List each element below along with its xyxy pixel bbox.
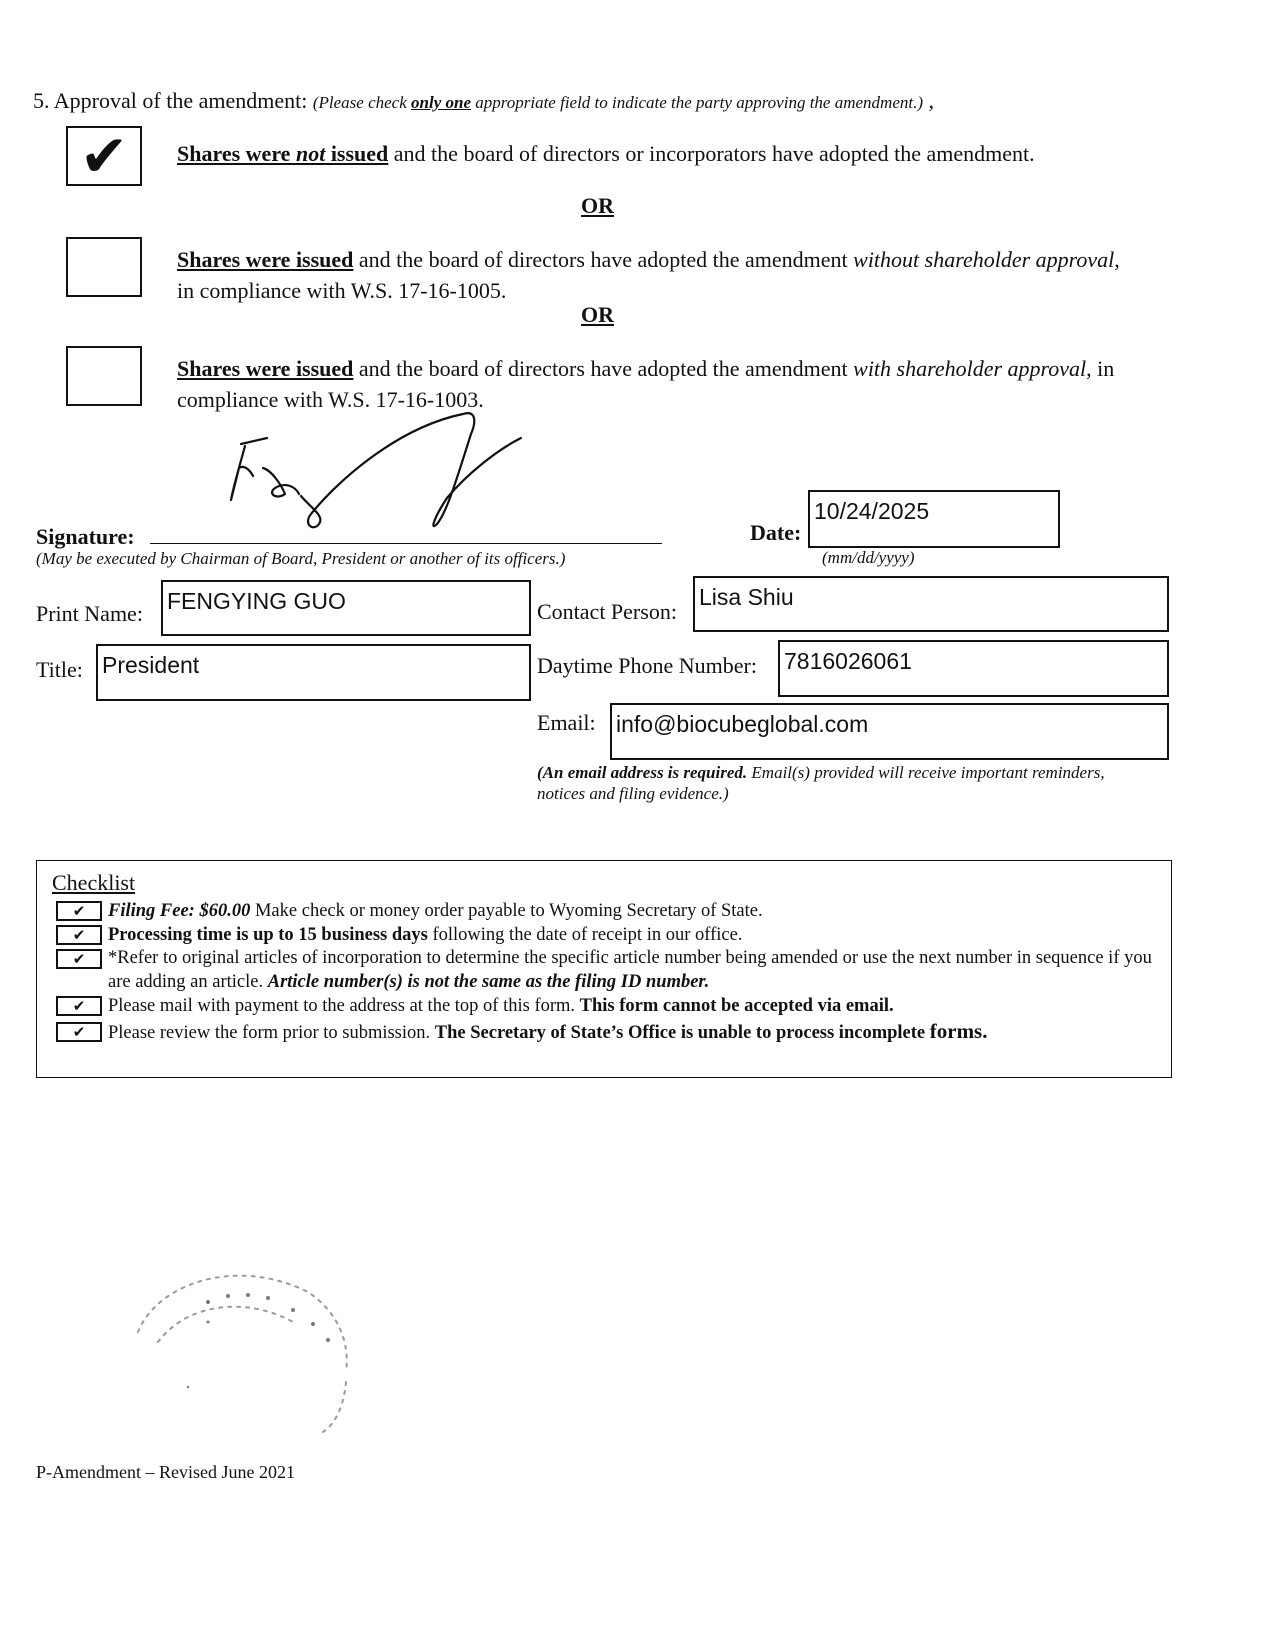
checklist-item-filing-fee: Filing Fee: $60.00 Make check or money order payable to Wyoming Secretary of State. <box>108 901 763 921</box>
section-number: 5. <box>33 88 50 113</box>
signature-note: (May be executed by Chairman of Board, President or another of its officers.) <box>36 549 566 568</box>
print-name-label: Print Name: <box>36 601 143 626</box>
phone-label: Daytime Phone Number: <box>537 653 757 678</box>
phone-field[interactable]: 7816026061 <box>778 640 1169 697</box>
checklist-checkbox[interactable]: ✔ <box>56 925 102 945</box>
handwritten-signature <box>215 408 535 538</box>
or-separator: OR <box>581 193 614 218</box>
date-format-hint: (mm/dd/yyyy) <box>822 548 915 567</box>
checklist-item-processing-time: Processing time is up to 15 business days following the date of receipt in our office. <box>108 925 743 945</box>
email-field[interactable]: info@biocubeglobal.com <box>610 703 1169 760</box>
checklist-checkbox[interactable]: ✔ <box>56 1022 102 1042</box>
option-issued-without-approval-text: Shares were issued and the board of directors have adopted the amendment without shareholder approval, in compliance with W.S. 17-16-1005. <box>177 247 1120 303</box>
option-issued-with-approval-checkbox[interactable] <box>66 346 142 406</box>
date-field[interactable]: 10/24/2025 <box>808 490 1060 548</box>
contact-person-label: Contact Person: <box>537 599 677 624</box>
checklist-checkbox[interactable]: ✔ <box>56 996 102 1016</box>
section-5-heading: 5. Approval of the amendment: (Please check only one appropriate field to indicate the party approving the amendment.) , <box>33 88 934 113</box>
signature-line[interactable] <box>150 543 662 544</box>
section-note: (Please check only one appropriate field to indicate the party approving the amendment.) <box>312 93 923 112</box>
checkmark-icon: ✔ <box>79 122 129 190</box>
section-title: Approval of the amendment: <box>53 88 308 113</box>
title-label: Title: <box>36 657 83 682</box>
seal-stamp-image <box>118 1262 358 1437</box>
form-revision-footer: P-Amendment – Revised June 2021 <box>36 1462 295 1482</box>
title-field[interactable]: President <box>96 644 531 701</box>
email-note: (An email address is required. Email(s) provided will receive important reminders, notices and filing evidence.) <box>537 763 1105 803</box>
checklist-item-review-form: Please review the form prior to submission. The Secretary of State’s Office is unable to process incomplete forms. <box>108 1019 988 1043</box>
or-separator: OR <box>581 302 614 327</box>
option-not-issued-text: Shares were not issued and the board of directors or incorporators have adopted the amendment. <box>177 141 1035 166</box>
contact-person-field[interactable]: Lisa Shiu <box>693 576 1169 632</box>
date-label: Date: <box>750 520 802 545</box>
checklist-item-article-number: *Refer to original articles of incorporation to determine the specific article number being amended or use the next number in sequence if you are adding an article. Article number(s) is not the same as the filing ID number. <box>108 948 1152 992</box>
option-not-issued-checkbox[interactable] <box>66 122 142 190</box>
checklist-title: Checklist <box>52 870 136 895</box>
checklist-item-mail-payment: Please mail with payment to the address at the top of this form. This form cannot be accepted via email. <box>108 996 894 1016</box>
email-label: Email: <box>537 710 596 735</box>
checklist-checkbox[interactable]: ✔ <box>56 901 102 921</box>
option-issued-with-approval-text: Shares were issued and the board of directors have adopted the amendment with shareholder approval, in compliance with W.S. 17-16-1003. <box>177 356 1115 412</box>
checklist-checkbox[interactable]: ✔ <box>56 949 102 969</box>
print-name-field[interactable]: FENGYING GUO <box>161 580 531 636</box>
option-issued-without-approval-checkbox[interactable] <box>66 237 142 297</box>
signature-label: Signature: <box>36 524 135 549</box>
